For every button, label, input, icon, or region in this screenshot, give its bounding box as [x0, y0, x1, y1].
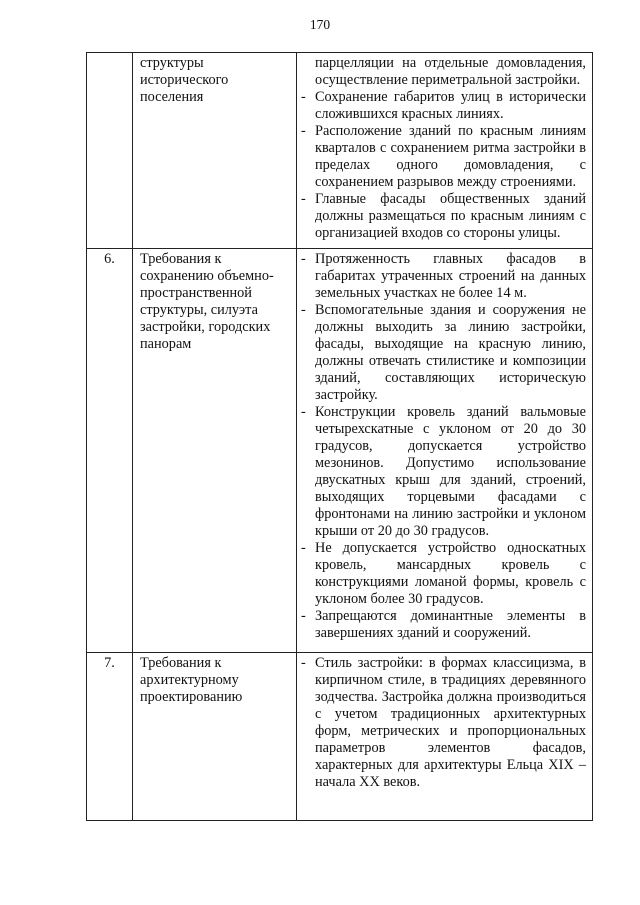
list-item-text: Не допускается устройство односкатных кровель, мансардных кровель с конструкциями ломаной формы, кровель с уклоном более 30 градусов.: [315, 540, 586, 607]
dash-marker: -: [301, 123, 306, 139]
table-row: [87, 249, 593, 653]
row-title: структуры исторического поселения: [133, 53, 297, 249]
table-row: [87, 53, 593, 249]
table-row: [87, 653, 593, 821]
dash-marker: -: [301, 404, 306, 420]
list-item: [301, 251, 586, 302]
list-item: [301, 55, 586, 89]
dash-marker: -: [301, 655, 306, 671]
list-item-text: парцелляции на отдельные домовладения, осуществление периметральной застройки.: [315, 55, 586, 88]
list-item: [301, 89, 586, 123]
list-item: [301, 302, 586, 404]
dash-marker: -: [301, 251, 306, 267]
row-number: 7.: [87, 653, 133, 821]
list-item-text: Расположение зданий по красным линиям кварталов с сохранением ритма застройки в пределах одного домовладения, с сохранением разрывов между строениями.: [315, 123, 586, 190]
list-item: [301, 540, 586, 608]
row-number: 6.: [87, 249, 133, 653]
list-item: [301, 191, 586, 242]
dash-marker: -: [301, 191, 306, 207]
dash-marker: -: [301, 608, 306, 624]
requirements-table: [86, 52, 593, 821]
list-item: [301, 404, 586, 540]
list-item: [301, 655, 586, 791]
dash-marker: -: [301, 89, 306, 105]
dash-marker: -: [301, 302, 306, 318]
list-item: [301, 608, 586, 642]
list-item-text: Сохранение габаритов улиц в исторически сложившихся красных линиях.: [315, 89, 586, 122]
row-title: Требования к архитектурному проектированию: [133, 653, 297, 821]
list-item-text: Главные фасады общественных зданий должны размещаться по красным линиям с организацией входов со стороны улицы.: [315, 191, 586, 241]
list-item-text: Конструкции кровель зданий вальмовые четырехскатные с уклоном от 20 до 30 градусов, допускается устройство мезонинов. Допустимо использование двускатных крыш для зданий, строений, выходящих торцевыми фасадами с фронтонами на линию застройки и уклоном крыши от 20 до 30 градусов.: [315, 404, 586, 539]
list-item-text: Стиль застройки: в формах классицизма, в кирпичном стиле, в традициях деревянного зодчества. Застройка должна производиться с учетом традиционных архитектурных форм, метрических и пропорциональных параметров элементов фасадов, характерных для архитектуры Ельца XIX – начала XX веков.: [315, 655, 586, 790]
list-item-text: Вспомогательные здания и сооружения не должны выходить за линию застройки, фасады, выходящие на красную линию, должны отвечать стилистике и композиции зданий, составляющих историческую застройку.: [315, 302, 586, 403]
row-number: [87, 53, 133, 249]
row-items: [297, 53, 593, 249]
row-items: [297, 653, 593, 821]
list-item: [301, 123, 586, 191]
requirements-table-body: [87, 53, 593, 821]
page-number: 170: [309, 17, 331, 32]
row-title: Требования к сохранению объемно-пространственной структуры, силуэта застройки, городских панорам: [133, 249, 297, 653]
list-item-text: Протяженность главных фасадов в габаритах утраченных строений на данных земельных участках не более 14 м.: [315, 251, 586, 301]
row-items: [297, 249, 593, 653]
dash-marker: -: [301, 540, 306, 556]
list-item-text: Запрещаются доминантные элементы в завершениях зданий и сооружений.: [315, 608, 586, 641]
